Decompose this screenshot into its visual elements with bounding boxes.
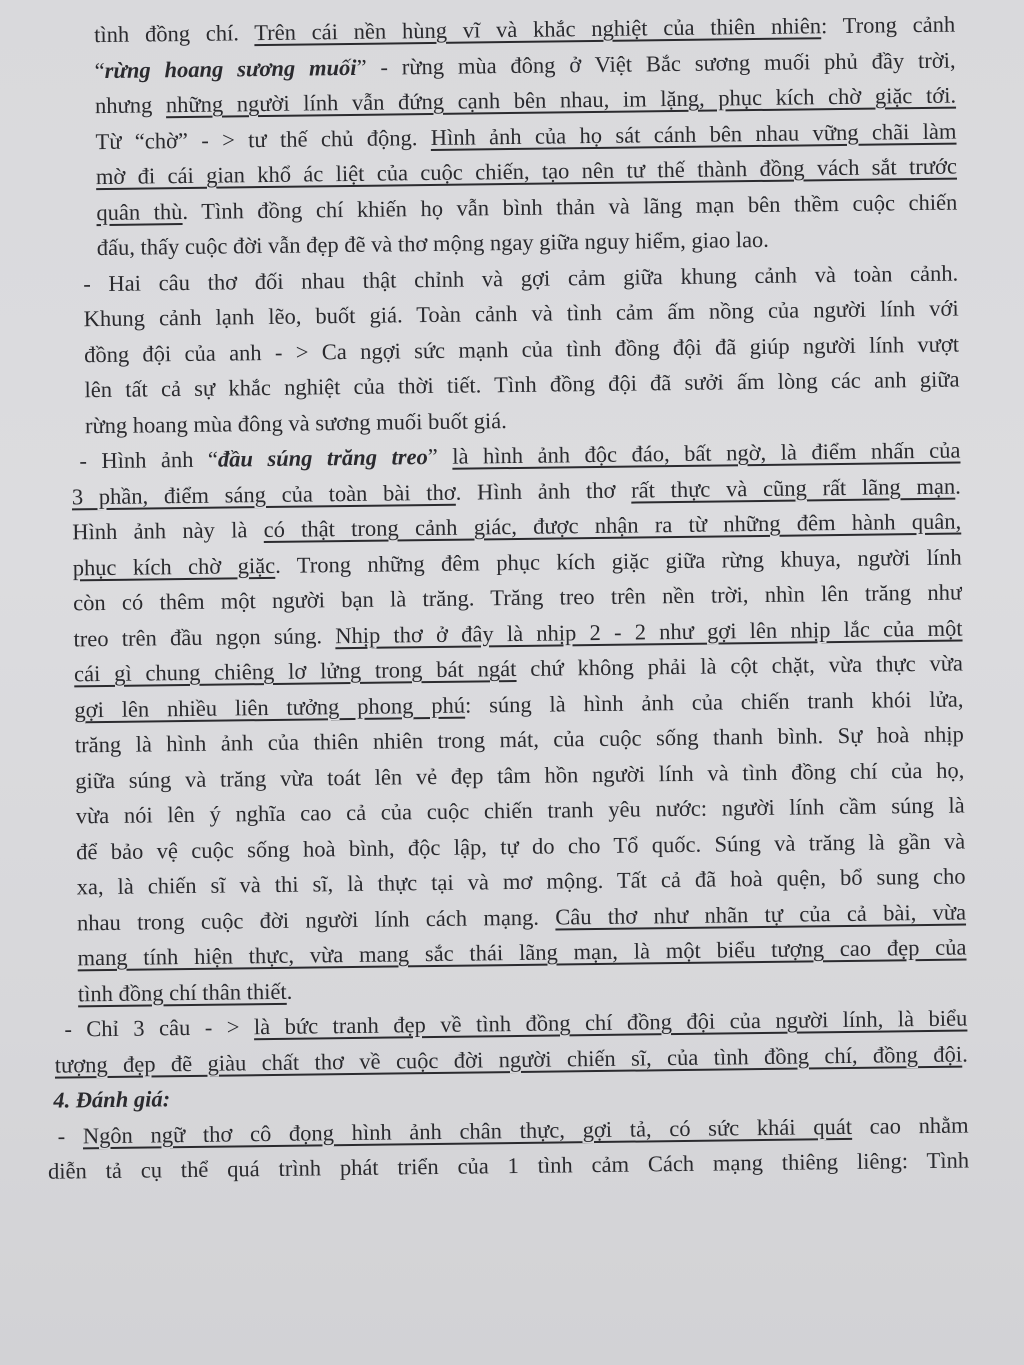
document-body	[20, 7, 969, 1190]
underlined-phrase: 3 phần, điểm sáng của toàn bài thơ	[71, 479, 456, 509]
underlined-phrase: Câu thơ như nhãn tự của cả bài, vừa	[555, 899, 967, 930]
quoted-phrase: rừng hoang sương muối	[104, 54, 357, 83]
underlined-phrase: phục kích chờ giặc	[72, 552, 276, 580]
underlined-phrase: Hình ảnh của họ sát cánh bên nhau vững chãi làm	[430, 118, 957, 150]
text-line: diễn tả cụ thể quá trình phát triển của 1 tình cảm Cách mạng thiêng liêng: Tình	[47, 1147, 970, 1184]
underlined-phrase: tình đồng chí thân thiết	[77, 978, 287, 1006]
text-line: mờ đi cái gian khổ ác liệt của cuộc chiến, tạo nên tư thế thành đồng vách sắt trước	[95, 153, 958, 190]
underlined-phrase: gợi lên nhiều liên tưởng phong phú	[74, 692, 466, 722]
text-line: xa, là chiến sĩ và thi sĩ, là thực tại và mơ mộng. Tất cả đã hoà quện, bổ sung cho	[76, 863, 966, 900]
underlined-phrase: những người lính vẫn đứng cạnh bên nhau, im lặng, phục kích chờ giặc tới.	[165, 82, 957, 118]
underlined-phrase: là hình ảnh độc đáo, bất ngờ, là điểm nhấn của	[452, 437, 961, 469]
paragraph-scene	[20, 7, 958, 267]
text-line: tình đồng chí. Trên cái nền hùng vĩ và khắc nghiệt của thiên nhiên: Trong cảnh	[94, 11, 956, 48]
underlined-phrase: Nhịp thơ ở đây là nhịp 2 - 2 như gợi lên nhịp lắc của một	[335, 615, 963, 648]
text-line: cái gì chung chiêng lơ lửng trong bát ngát chứ không phải là cột chặt, vừa thực vừa	[73, 650, 964, 687]
text-line: - Hình ảnh “đầu súng trăng treo” là hình ảnh độc đáo, bất ngờ, là điểm nhấn của	[79, 437, 961, 474]
text-line: - Chỉ 3 câu - > là bức tranh đẹp về tình đồng chí đồng đội của người lính, là biểu	[64, 1005, 968, 1042]
paragraph-evaluation	[33, 1107, 969, 1189]
text-line: - Hai câu thơ đối nhau thật chỉnh và gợi cảm giữa khung cảnh và toàn cảnh.	[83, 260, 959, 296]
underlined-phrase: cái gì chung chiêng lơ lửng trong bát ngát	[73, 655, 517, 687]
paragraph-summary	[32, 1001, 968, 1083]
text-line: giữa súng và trăng vừa toát lên vẻ đẹp tâm hồn người lính và tình đồng chí của họ,	[75, 757, 965, 793]
text-line: nhưng những người lính vẫn đứng cạnh bên nhau, im lặng, phục kích chờ giặc tới.	[94, 82, 957, 119]
text-line: treo trên đầu ngọn súng. Nhịp thơ ở đây là nhịp 2 - 2 như gợi lên nhịp lắc của một	[73, 615, 963, 651]
text-line: còn có thêm một người bạn là trăng. Trăng treo trên nền trời, nhìn lên trăng như	[72, 579, 963, 616]
text-line: vừa nói lên ý nghĩa cao cả của cuộc chiến tranh yêu nước: người lính cầm súng là	[75, 792, 965, 829]
text-line: tượng đẹp đẽ giàu chất thơ về cuộc đời người chiến sĩ, của tình đồng chí, đồng đội.	[54, 1040, 968, 1078]
underlined-phrase: quân thù	[96, 198, 183, 225]
text-line: mang tính hiện thực, vừa mang sắc thái lãng mạn, là một biểu tượng cao đẹp của	[77, 934, 967, 971]
quoted-phrase: đầu súng trăng treo	[217, 444, 428, 472]
underlined-phrase: Trên cái nền hùng vĩ và khắc nghiệt của thiên nhiên	[254, 13, 822, 46]
text-line: tình đồng chí thân thiết.	[77, 978, 293, 1006]
underlined-phrase: tượng đẹp đẽ giàu chất thơ về cuộc đời người chiến sĩ, của tình đồng chí, đồng đội	[54, 1041, 963, 1078]
text-line: Hình ảnh này là có thật trong cảnh giác, được nhận ra từ những đêm hành quân,	[72, 508, 962, 545]
text-line: rừng hoang mùa đông và sương muối buốt giá.	[84, 407, 507, 438]
text-line: Từ “chờ” - > tư thế chủ động. Hình ảnh của họ sát cánh bên nhau vững chãi làm	[95, 118, 957, 154]
section-heading: 4. Đánh giá:	[53, 1086, 171, 1113]
text-line: “rừng hoang sương muối” - rừng mùa đông ở Việt Bắc sương muối phủ đầy trời,	[94, 47, 956, 83]
text-line: để bảo vệ cuộc sống hoà bình, độc lập, tự do cho Tổ quốc. Súng và trăng là gần và	[76, 828, 966, 864]
text-line: quân thù. Tình đồng chí khiến họ vẫn bình thản và lãng mạn bên thềm cuộc chiến	[96, 189, 958, 225]
text-line: trăng là hình ảnh của thiên nhiên trong mát, của cuộc sống thanh bình. Sự hoà nhịp	[74, 721, 964, 758]
text-line: gợi lên nhiều liên tưởng phong phú: súng là hình ảnh của chiến tranh khói lửa,	[74, 686, 964, 722]
text-line: đấu, thấy cuộc đời vẫn đẹp đẽ và thơ mộng ngay giữa nguy hiểm, giao lao.	[96, 226, 769, 261]
underlined-phrase: là bức tranh đẹp về tình đồng chí đồng đội của người lính, là biểu	[253, 1005, 968, 1040]
text-line: Khung cảnh lạnh lẽo, buốt giá. Toàn cảnh và tình cảm ấm nồng của người lính với	[83, 295, 959, 332]
paragraph-gun-moon	[25, 433, 967, 1012]
text-line: đồng đội của anh - > Ca ngợi sức mạnh của tình đồng đội đã giúp người lính vượt	[83, 331, 960, 367]
underlined-phrase: rất thực và cũng rất lãng mạn	[630, 473, 956, 503]
paragraph-contrast	[23, 255, 960, 444]
text-line: 3 phần, điểm sáng của toàn bài thơ. Hình ảnh thơ rất thực và cũng rất lãng mạn.	[71, 473, 961, 509]
text-line: lên tất cả sự khắc nghiệt của thời tiết. Tình đồng đội đã sưởi ấm lòng các anh giữa	[84, 366, 960, 403]
text-line: - Ngôn ngữ thơ cô đọng hình ảnh chân thực, gợi tả, có sức khái quát cao nhằm	[57, 1111, 969, 1149]
underlined-phrase: Ngôn ngữ thơ cô đọng hình ảnh chân thực, gợi tả, có sức khái quát	[82, 1113, 853, 1148]
underlined-phrase: có thật trong cảnh giác, được nhận ra từ những đêm hành quân,	[263, 508, 962, 543]
text-line: nhau trong cuộc đời người lính cách mạng. Câu thơ như nhãn tự của cả bài, vừa	[76, 899, 967, 935]
text-line: phục kích chờ giặc. Trong những đêm phục kích giặc giữa rừng khuya, người lính	[72, 544, 962, 580]
